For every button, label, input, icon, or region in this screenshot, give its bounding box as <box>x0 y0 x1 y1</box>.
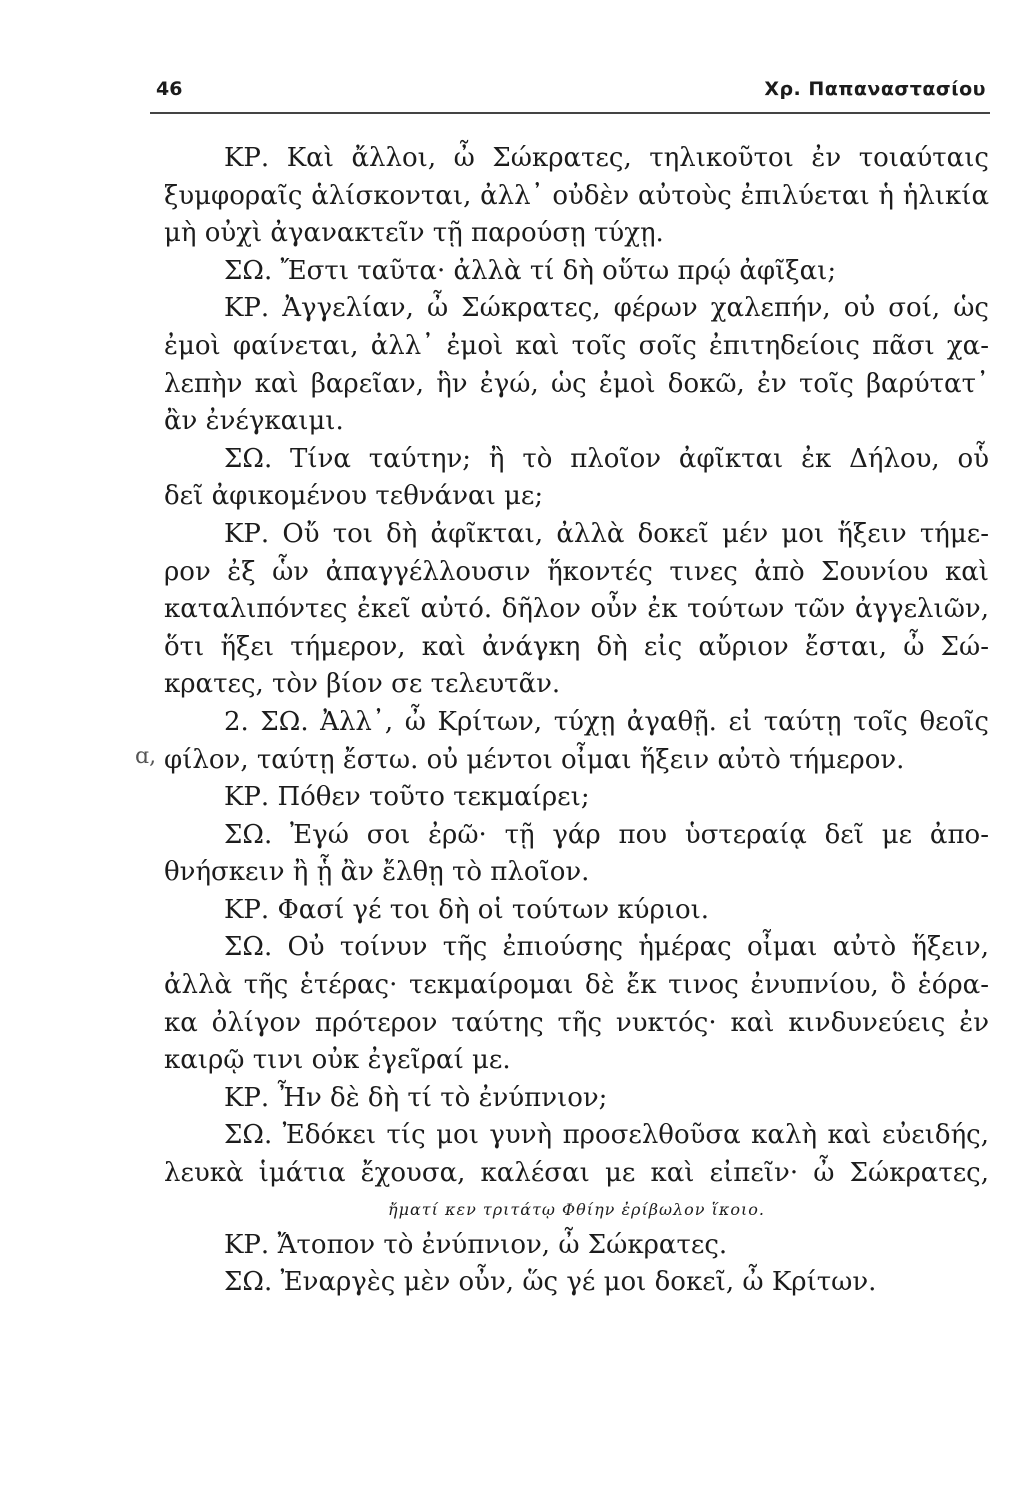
text-line: ΣΩ. Ἐναργὲς μὲν οὖν, ὥς γέ μοι δοκεῖ, ὦ Κρίτων. <box>224 1267 877 1298</box>
verse-quote-line: ἤματί κεν τριτάτῳ Φθίην ἐρίβωλον ἵκοιο. <box>387 1199 766 1219</box>
text-line: ΣΩ. Τίνα ταύτην; ἢ τὸ πλοῖον ἀφῖκται ἐκ Δήλου, οὗ <box>224 443 989 474</box>
text-line: ἐμοὶ φαίνεται, ἀλλ᾽ ἐμοὶ καὶ τοῖς σοῖς ἐπιτηδείοις πᾶσι χα- <box>164 330 989 361</box>
text-line: μὴ οὐχὶ ἀγανακτεῖν τῇ παρούσῃ τύχῃ. <box>164 218 664 249</box>
text-line: θνήσκειν ἢ ᾗ ἂν ἔλθῃ τὸ πλοῖον. <box>164 857 590 888</box>
text-line: φίλον, ταύτῃ ἔστω. οὐ μέντοι οἶμαι ἥξειν αὐτὸ τήμερον. <box>164 744 905 775</box>
text-line: ΣΩ. Ἐγώ σοι ἐρῶ· τῇ γάρ που ὑστεραίᾳ δεῖ με ἀπο- <box>224 819 989 850</box>
page-header <box>150 72 990 114</box>
text-line: ἀλλὰ τῆς ἑτέρας· τεκμαίρομαι δὲ ἔκ τινος ἐνυπνίου, ὃ ἑόρα- <box>164 970 989 1001</box>
text-line: ὅτι ἥξει τήμερον, καὶ ἀνάγκη δὴ εἰς αὔριον ἔσται, ὦ Σώ- <box>164 631 989 662</box>
text-line: ΚΡ. Ἀγγελίαν, ὦ Σώκρατες, φέρων χαλεπήν, οὐ σοί, ὡς <box>224 293 989 324</box>
marginal-mark: ɑ, <box>135 744 157 769</box>
text-line: ΚΡ. Οὔ τοι δὴ ἀφῖκται, ἀλλὰ δοκεῖ μέν μοι ἥξειν τήμε- <box>224 518 989 549</box>
text-line: ΣΩ. Ἐδόκει τίς μοι γυνὴ προσελθοῦσα καλὴ καὶ εὐειδής, <box>224 1120 989 1151</box>
text-line: ΚΡ. Καὶ ἄλλοι, ὦ Σώκρατες, τηλικοῦτοι ἐν τοιαύταις <box>224 143 989 173</box>
page-number: 46 <box>156 78 183 100</box>
text-line: ΣΩ. Οὐ τοίνυν τῆς ἐπιούσης ἡμέρας οἶμαι αὐτὸ ἥξειν, <box>224 932 989 963</box>
text-line: ΣΩ. Ἔστι ταῦτα· ἀλλὰ τί δὴ οὕτω πρῴ ἀφῖξαι; <box>224 255 837 286</box>
text-line: ΚΡ. Πόθεν τοῦτο τεκμαίρει; <box>224 782 590 813</box>
text-line: 2. ΣΩ. Ἀλλ᾽, ὦ Κρίτων, τύχῃ ἀγαθῇ. εἰ ταύτῃ τοῖς θεοῖς <box>224 706 989 737</box>
text-line: καιρῷ τινι οὐκ ἐγεῖραί με. <box>164 1045 511 1076</box>
text-line: ΚΡ. Φασί γέ τοι δὴ οἱ τούτων κύριοι. <box>224 894 710 925</box>
text-line: ΚΡ. Ἦν δὲ δὴ τί τὸ ἐνύπνιον; <box>224 1082 608 1113</box>
text-line: ξυμφοραῖς ἁλίσκονται, ἀλλ᾽ οὐδὲν αὐτοὺς ἐπιλύεται ἡ ἡλικία <box>164 180 989 211</box>
text-line: κρατες, τὸν βίον σε τελευτᾶν. <box>164 669 561 700</box>
text-line: λεπὴν καὶ βαρεῖαν, ἣν ἐγώ, ὡς ἐμοὶ δοκῶ, ἐν τοῖς βαρύτατ᾽ <box>164 368 989 399</box>
text-line: ρον ἐξ ὧν ἀπαγγέλλουσιν ἥκοντές τινες ἀπὸ Σουνίου καὶ <box>164 556 989 587</box>
text-line: δεῖ ἀφικομένου τεθνάναι με; <box>164 481 544 512</box>
running-head: Χρ. Παπαναστασίου <box>764 78 986 100</box>
text-line: καταλιπόντες ἐκεῖ αὐτό. δῆλον οὖν ἐκ τούτων τῶν ἀγγελιῶν, <box>164 594 989 625</box>
text-line: κα ὀλίγον πρότερον ταύτης τῆς νυκτός· καὶ κινδυνεύεις ἐν <box>164 1007 989 1038</box>
text-line: ἂν ἐνέγκαιμι. <box>164 406 344 437</box>
text-line: ΚΡ. Ἄτοπον τὸ ἐνύπνιον, ὦ Σώκρατες. <box>224 1229 728 1260</box>
text-line: λευκὰ ἱμάτια ἔχουσα, καλέσαι με καὶ εἰπεῖν· ὦ Σώκρατες, <box>164 1158 989 1189</box>
dialogue-text <box>164 140 989 1302</box>
